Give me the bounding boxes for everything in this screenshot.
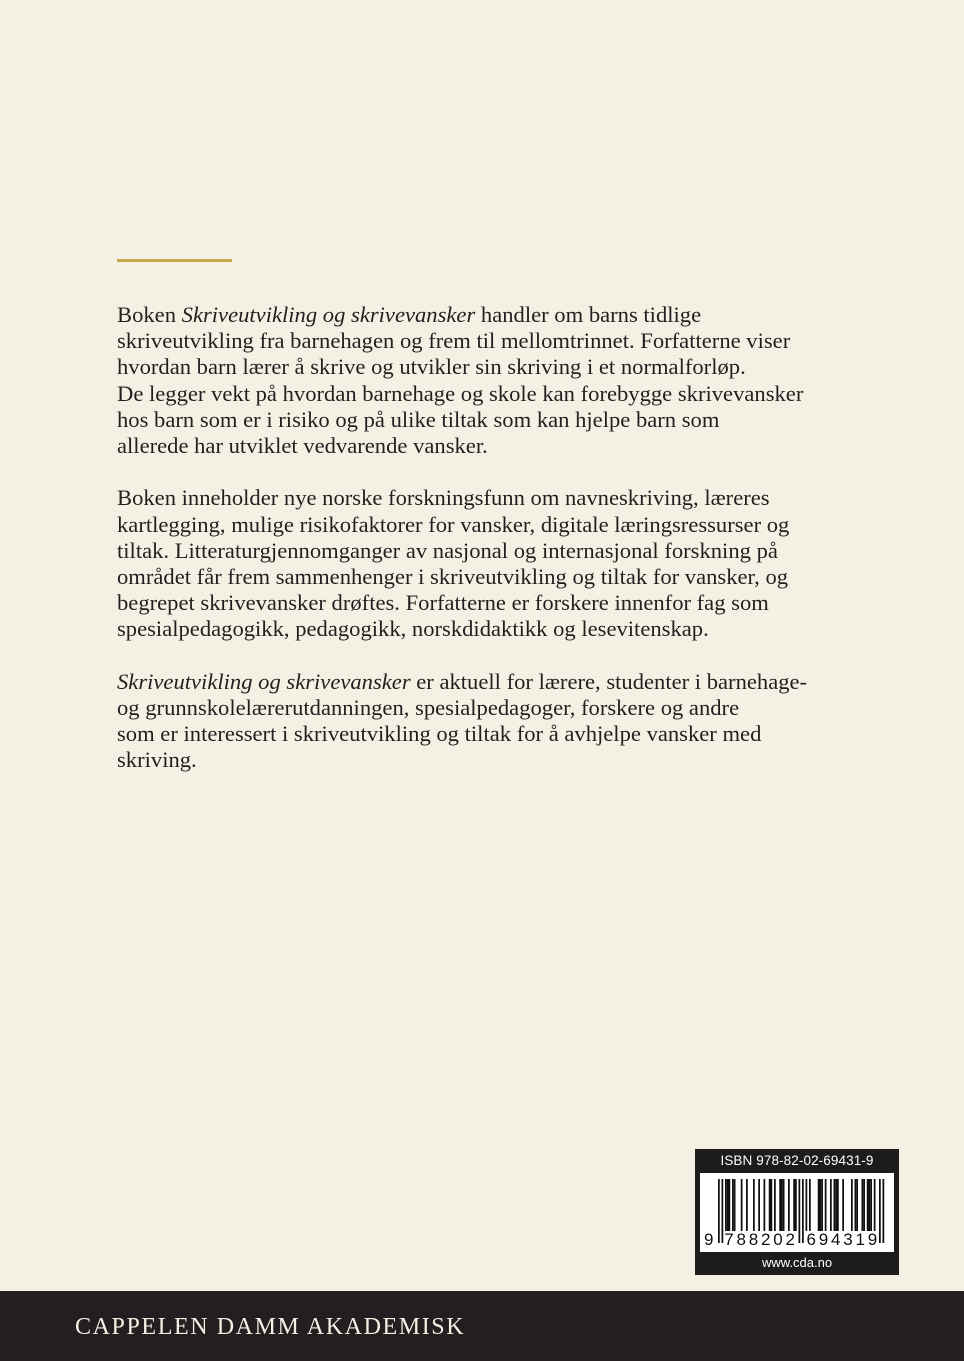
barcode-digits [700,1230,894,1250]
barcode-bar [764,1179,766,1231]
blurb-text: kartlegging, mulige risikofaktorer for vansker, digitale læringsressurser og [117,511,790,537]
blurb-text: begrepet skrivevansker drøftes. Forfatterne er forskere innenfor fag som [117,590,769,616]
blurb-text: som er interessert i skriveutvikling og tiltak for å avhjelpe vansker med [117,721,762,747]
barcode-digit: 8 [736,1230,746,1249]
barcode-digit: 7 [724,1230,734,1249]
blurb-line [117,564,877,590]
blurb-text: tiltak. Litteraturgjennomganger av nasjonal og internasjonal forskning på [117,537,778,563]
blurb-line [117,695,877,721]
barcode-bar [753,1179,755,1231]
barcode-bar [758,1179,760,1231]
blurb-text: Boken inneholder nye norske forskningsfunn om navneskriving, læreres [117,485,770,511]
blurb-text: og grunnskolelærerutdanningen, spesialpedagoger, forskere og andre [117,695,740,721]
blurb-text: allerede har utviklet vedvarende vansker. [117,433,488,459]
blurb-line [117,328,877,354]
barcode-digit: 0 [773,1230,783,1249]
blurb-paragraph-1 [117,302,877,459]
barcode-digit: 9 [867,1230,878,1249]
blurb-text: området får frem sammenhenger i skriveutvikling og tiltak for vansker, og [117,564,789,590]
decorative-gold-rule [117,259,232,262]
barcode-bar [834,1179,836,1231]
blurb-line [117,590,877,616]
barcode-bar [842,1179,844,1231]
barcode-bar [837,1179,839,1231]
book-title-italic: Skriveutvikling og skrivevansker [117,668,411,694]
barcode-bar [809,1179,811,1231]
publisher-logo-text: CAPPELEN DAMM AKADEMISK [75,1314,466,1340]
book-title-italic: Skriveutvikling og skrivevansker [181,302,476,327]
barcode-bar [862,1179,864,1231]
barcode-bar [835,1179,837,1231]
blurb-text: De legger vekt på hvordan barnehage og skole kan forebygge skrivevansker [117,380,804,406]
barcode-digit: 4 [831,1230,841,1249]
blurb-text: hvordan barn lærer å skrive og utvikler sin skriving i et normalforløp. [117,354,746,380]
barcode-bar [769,1179,771,1231]
barcode-bar [863,1179,865,1231]
barcode-bar [851,1179,853,1231]
blurb-text: Boken [117,302,182,327]
blurb-line [117,747,877,773]
barcode-bar [779,1179,781,1231]
barcode-bar [734,1179,736,1231]
publisher-url: www.cda.no [761,1255,833,1270]
isbn-label: ISBN 978-82-02-69431-9 [720,1153,874,1168]
blurb-line [117,407,877,433]
barcode-bar [729,1179,731,1231]
blurb-line [117,302,877,328]
barcode-digit: 1 [855,1230,865,1249]
blurb-text: skriveutvikling fra barnehagen og frem til mellomtrinnet. Forfatterne viser [117,328,791,354]
barcode-bar [795,1179,797,1231]
barcode-bar [869,1179,871,1231]
barcode-bar [727,1179,729,1231]
blurb-line [117,669,877,695]
blurb-line [117,485,877,511]
barcode-bar [732,1179,734,1231]
barcode-bar [806,1179,808,1231]
blurb-text: hos barn som er i risiko og på ulike tiltak som kan hjelpe barn som [117,406,720,432]
barcode-bar [771,1179,773,1231]
blurb-text: spesialpedagogikk, pedagogikk, norskdidaktikk og lesevitenskap. [117,616,709,642]
barcode-bar [855,1179,857,1231]
isbn-barcode-block [695,1149,899,1275]
blurb-line [117,433,877,459]
barcode-digit: 9 [704,1230,714,1249]
barcode-digit: 3 [843,1230,853,1249]
barcode-bar [856,1179,858,1231]
barcode-digit: 9 [818,1230,829,1249]
barcode-bar [867,1179,869,1231]
blurb-line [117,354,877,380]
barcode-area [700,1173,894,1252]
barcode-bar [725,1179,727,1231]
blurb-line [117,381,877,407]
barcode-bar [825,1179,827,1231]
blurb-text: skriving. [117,747,197,773]
barcode-digit: 2 [785,1230,795,1249]
barcode-bar [818,1179,820,1231]
blurb-text: handler om barns tidlige [475,302,702,327]
barcode-bar [781,1179,783,1231]
blurb-line [117,721,877,747]
barcode-bar [870,1179,872,1231]
publisher-footer-band [0,1291,964,1361]
barcode-digit: 8 [748,1230,759,1249]
blurb-text: er aktuell for lærere, studenter i barnehage- [410,668,808,694]
barcode-digit: 6 [806,1230,816,1249]
barcode-bar [741,1179,743,1231]
barcode-bar [793,1179,795,1231]
barcode-bar [830,1179,832,1231]
blurb-line [117,512,877,538]
blurb-line [117,616,877,642]
barcode-bar [746,1179,748,1231]
blurb-paragraph-3 [117,669,877,774]
barcode-bar [821,1179,823,1231]
blurb-line [117,538,877,564]
barcode-bar [774,1179,776,1231]
barcode-bar [783,1179,785,1231]
back-cover-blurb [117,302,877,800]
barcode-digit: 2 [761,1230,771,1249]
barcode-bar [788,1179,790,1231]
barcode-bar [874,1179,876,1231]
barcode-bar [820,1179,822,1231]
blurb-paragraph-2 [117,485,877,642]
